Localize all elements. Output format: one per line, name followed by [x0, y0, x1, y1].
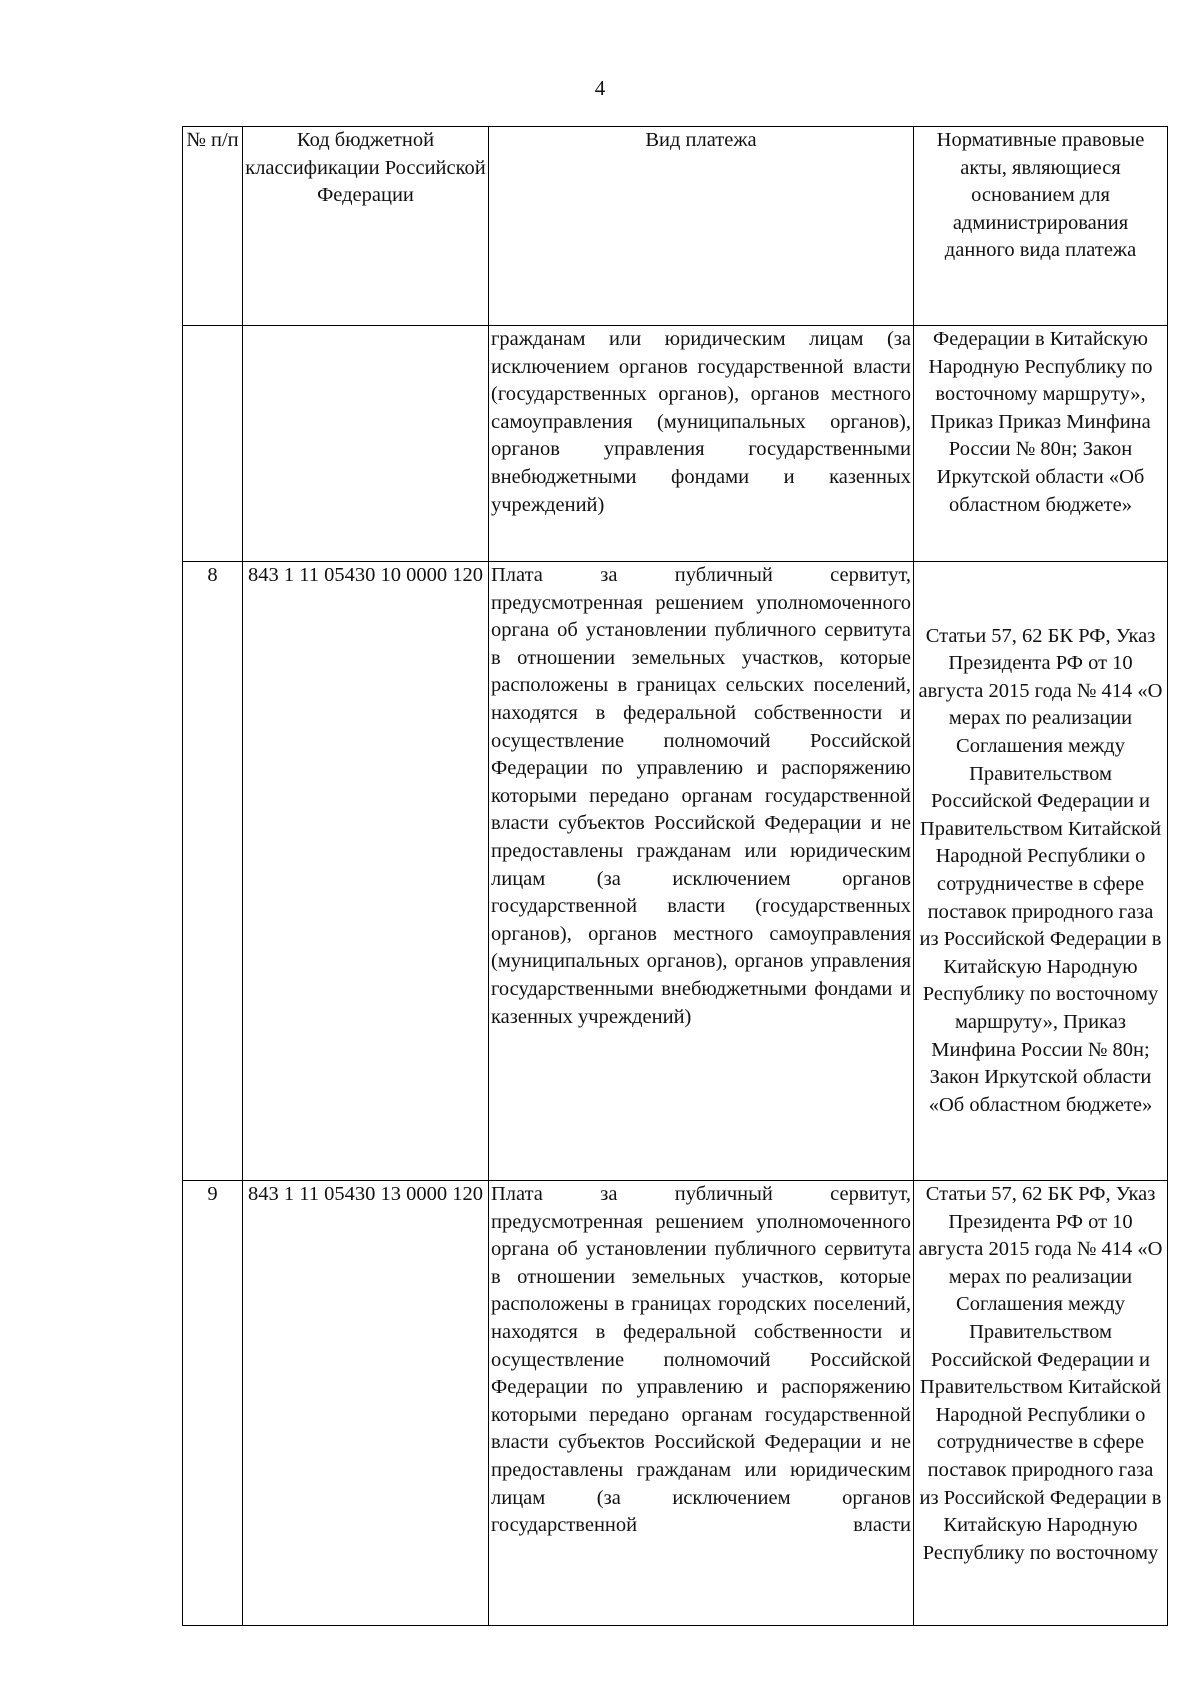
page-number: 4 [594, 76, 606, 100]
row-number: 8 [183, 562, 243, 1181]
row-payment-type [489, 562, 914, 1181]
header-payment-type: Вид платежа [489, 127, 914, 326]
row-budget-code [243, 326, 489, 562]
header-number: № п/п [183, 127, 243, 326]
row-budget-code: 843 1 11 05430 13 0000 120 [243, 1181, 489, 1626]
row-legal-acts: Статьи 57, 62 БК РФ, Указ Президента РФ от 10 августа 2015 года № 414 «О мерах по реализации Соглашения между Правительством Российской Федерации и Правительством Китайской Народной Республики о сотрудничестве в сфере поставок природного газа из Российской Федерации в Китайскую Народную Республику по восточному [914, 1181, 1168, 1626]
table-row [183, 326, 1168, 562]
table-header-row [183, 127, 1168, 326]
header-budget-code: Код бюджетной классификации Российской Федерации [243, 127, 489, 326]
budget-codes-table [182, 126, 1168, 1626]
row-legal-acts: Федерации в Китайскую Народную Республику по восточному маршруту», Приказ Приказ Минфина России № 80н; Закон Иркутской области «Об областном бюджете» [914, 326, 1168, 562]
row-number [183, 326, 243, 562]
header-legal-acts: Нормативные правовые акты, являющиеся основанием для администрирования данного вида платежа [914, 127, 1168, 326]
row-budget-code: 843 1 11 05430 10 0000 120 [243, 562, 489, 1181]
payment-text: Плата за публичный сервитут, предусмотренная решением уполномоченного органа об установлении публичного сервитута в отношении земельных участков, которые расположены в границах городских поселений, находятся в федеральной собственности и осуществление полномочий Российской Федерации по управлению и распоряжению которыми передано органам государственной власти субъектов Российской Федерации и не предоставлены гражданам или юридическим лицам (за исключением органов государственной власти [491, 1183, 911, 1537]
table-row [183, 562, 1168, 1181]
row-legal-acts: Статьи 57, 62 БК РФ, Указ Президента РФ от 10 августа 2015 года № 414 «О мерах по реализации Соглашения между Правительством Российской Федерации и Правительством Китайской Народной Республики о сотрудничестве в сфере поставок природного газа из Российской Федерации в Китайскую Народную Республику по восточному маршруту», Приказ Минфина России № 80н; Закон Иркутской области «Об областном бюджете» [914, 562, 1168, 1181]
table-row [183, 1181, 1168, 1626]
row-payment-type [489, 1181, 914, 1626]
payment-text: Плата за публичный сервитут, предусмотренная решением уполномоченного органа об установлении публичного сервитута в отношении земельных участков, которые расположены в границах сельских поселений, находятся в федеральной собственности и осуществление полномочий Российской Федерации по управлению и распоряжению которыми передано органам государственной власти субъектов Российской Федерации и не предоставлены гражданам или юридическим лицам (за исключением органов государственной власти (государственных органов), органов местного самоуправления (муниципальных органов), органов управления государственными внебюджетными фондами и казенных учреждений) [491, 564, 911, 1028]
row-number: 9 [183, 1181, 243, 1626]
row-payment-type [489, 326, 914, 562]
payment-text: гражданам или юридическим лицам (за исключением органов государственной власти (государственных органов), органов местного самоуправления (муниципальных органов), органов управления государственными внебюджетными фондами и казенных учреждений) [491, 328, 911, 516]
